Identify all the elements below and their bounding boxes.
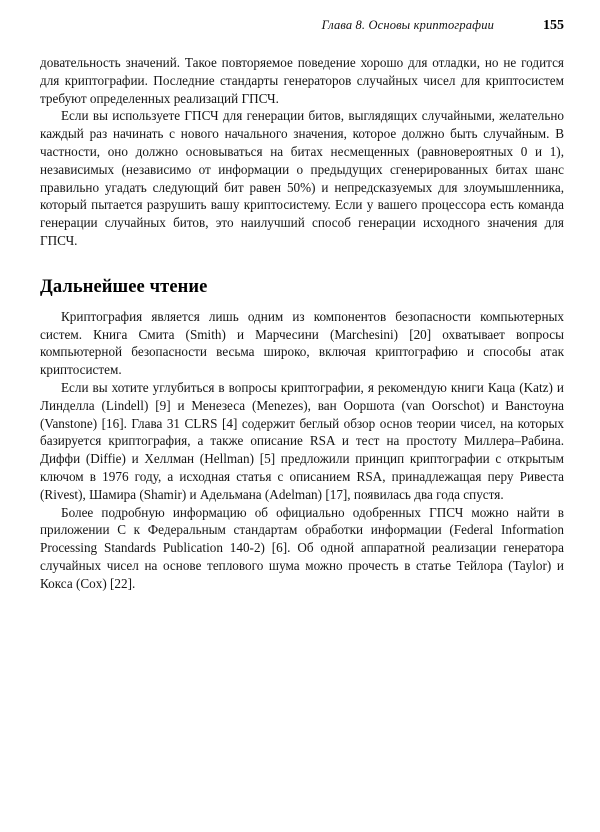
body-paragraph-continued: довательность значений. Такое повторяемое поведение хорошо для отладки, но не годится для криптографии. Последние стандарты генераторов случайных чисел для криптосистем требуют определенных реализаций ГПСЧ. <box>40 55 564 106</box>
body-paragraph-cryptography-component: Криптография является лишь одним из компонентов безопасности компьютерных систем. Книга Смита (Smith) и Марчесини (Marchesini) [20] охватывает вопросы компьютерной безопасности весьма широко, включая криптографию и способы атак криптосистем. <box>40 308 564 378</box>
body-paragraph-prng-seed: Если вы используете ГПСЧ для генерации битов, выглядящих случайными, желательно каждый раз начинать с нового начального значения, которое должно быть случайным. В частности, оно должно основываться на битах несмещенных (равновероятных 0 и 1), независимых (независимо от информации о предыдущих сгенерированных битах шанс правильно угадать следующий бит равен 50%) и непредсказуемых для злоумышленника, который пытается разрушить вашу криптосистему. Если у вашего процессора есть команда генерации случайных битов, это наилучший способ генерации исходного значения для ГПСЧ. <box>40 108 564 248</box>
page-content <box>40 18 564 593</box>
page-number: 155 <box>543 18 564 33</box>
body-paragraph-recommended-books: Если вы хотите углубиться в вопросы криптографии, я рекомендую книги Каца (Katz) и Линделла (Lindell) [9] и Менезеса (Menezes), ван Ооршота (van Oorschot) и Ванстоуна (Vanstone) [16]. Глава 31 CLRS [4] содержит беглый обзор основ теории чисел, на которых базируется криптография, а также описание RSA и тест на простоту Миллера–Рабина. Диффи (Diffie) и Хеллман (Hellman) [5] предложили принцип криптографии с открытым ключом в 1976 году, а исходная статья с описанием RSA, принадлежащая перу Ривеста (Rivest), Шамира (Shamir) и Адельмана (Adelman) [17], появилась два года спустя. <box>40 379 564 502</box>
section-heading-further-reading: Дальнейшее чтение <box>40 276 208 297</box>
running-header-chapter-title: Глава 8. Основы криптографии <box>321 18 494 32</box>
body-paragraph-fips-reference: Более подробную информацию об официально одобренных ГПСЧ можно найти в приложении C к Федеральным стандартам обработки информации (Federal Information Processing Standards Publication 140-2) [6]. Об одной аппаратной реализации генератора случайных чисел на основе теплового шума можно прочесть в статье Тейлора (Taylor) и Кокса (Cox) [22]. <box>40 504 564 591</box>
running-header <box>40 18 564 38</box>
